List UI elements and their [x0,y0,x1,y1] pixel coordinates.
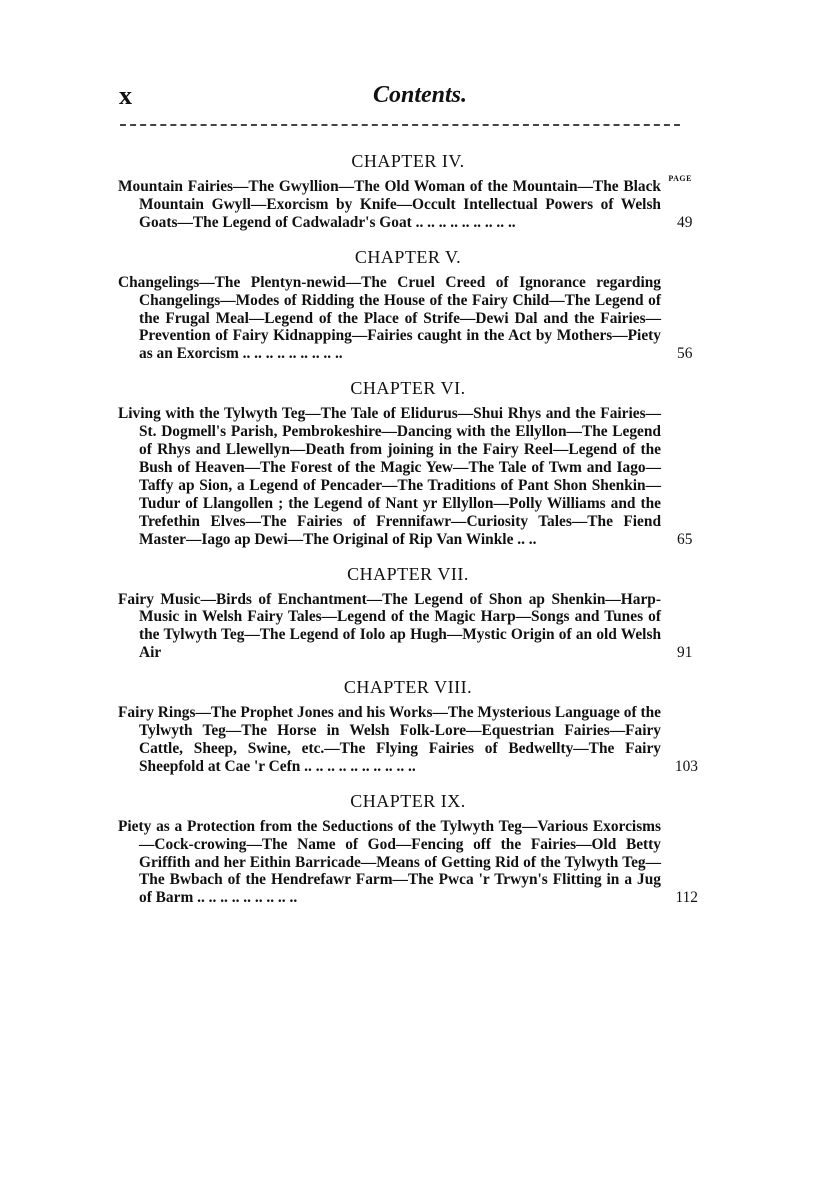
chapter-summary-text: Mountain Fairies—The Gwyllion—The Old Woman of the Mountain—The Black Mountain Gwyll—Exorcism by Knife—Occult Intellectual Powers of Welsh Goats—The Legend of Cadwaladr's Goat .. .. .. .. .. .. .. .. .. [118,178,661,231]
chapter-summary: Living with the Tylwyth Teg—The Tale of Elidurus—Shui Rhys and the Fairies—St. Dogmell's Parish, Pembrokeshire—Dancing with the Ellyllon—The Legend of Rhys and Llewellyn—Death from joining in the Fairy Reel—Legend of the Bush of Heaven—The Forest of the Magic Yew—The Tale of Twm and Iago—Taffy ap Sion, a Legend of Pencader—The Traditions of Pant Shon Shenkin—Tudur of Llangollen ; the Legend of Nant yr Ellyllon—Polly Williams and the Trefethin Elves—The Fairies of Frennifawr—Curiosity Tales—The Fiend Master—Iago ap Dewi—The Original of Rip Van Winkle .. .. 65 [118,405,693,548]
chapter-summary-text: Changelings—The Plentyn-newid—The Cruel Creed of Ignorance regarding Changelings—Modes of Ridding the House of the Fairy Child—The Legend of the Frugal Meal—Legend of the Place of Strife—Dewi Dal and the Fairies—Prevention of Fairy Kidnapping—Fairies caught in the Act by Mothers—Piety as an Exorcism .. .. .. .. .. .. .. .. .. [118,273,661,363]
page-reference: 103 [674,757,698,775]
chapter-entry-vii [118,563,698,663]
chapter-entry-v [118,246,698,364]
chapter-heading: CHAPTER VI. [350,378,466,399]
chapter-summary: Fairy Music—Birds of Enchantment—The Legend of Shon ap Shenkin—Harp-Music in Welsh Fairy Tales—Legend of the Magic Harp—Songs and Tunes of the Tylwyth Teg—The Legend of Iolo ap Hugh—Mystic Origin of an old Welsh Air 91 [118,590,693,662]
chapter-summary: Mountain Fairies—The Gwyllion—The Old Woman of the Mountain—The Black Mountain Gwyll—Exorcism by Knife—Occult Intellectual Powers of Welsh Goats—The Legend of Cadwaladr's Goat .. .. .. .. .. .. .. .. .. 49 [118,178,693,231]
chapter-heading: CHAPTER VIII. [343,677,473,698]
chapter-entry-ix [118,790,698,908]
chapter-heading: CHAPTER V. [354,246,462,267]
chapter-summary-text: Fairy Rings—The Prophet Jones and his Works—The Mysterious Language of the Tylwyth Teg—The Horse in Welsh Folk-Lore—Equestrian Fairies—Fairy Cattle, Sheep, Swine, etc.—The Flying Fairies of Bedwellty—The Fairy Sheepfold at Cae 'r Cefn .. .. .. .. .. .. .. .. .. .. [118,704,661,775]
chapter-heading: CHAPTER IX. [350,790,466,811]
chapter-entry-vi [118,377,698,548]
chapter-summary-text: Fairy Music—Birds of Enchantment—The Legend of Shon ap Shenkin—Harp-Music in Welsh Fairy Tales—Legend of the Magic Harp—Songs and Tunes of the Tylwyth Teg—The Legend of Iolo ap Hugh—Mystic Origin of an old Welsh Air [118,590,661,662]
chapter-heading: CHAPTER IV. [351,151,465,171]
chapter-summary [118,704,698,776]
chapter-entry-iv [118,150,698,232]
chapter-summary: Changelings—The Plentyn-newid—The Cruel Creed of Ignorance regarding Changelings—Modes of Ridding the House of the Fairy Child—The Legend of the Frugal Meal—Legend of the Place of Strife—Dewi Dal and the Fairies—Prevention of Fairy Kidnapping—Fairies caught in the Act by Mothers—Piety as an Exorcism .. .. .. .. .. .. .. .. .. 56 [118,273,693,363]
page-number: x [119,81,132,110]
chapter-entry-viii [118,676,698,776]
header-rule [120,124,680,126]
page-reference: 112 [675,889,698,907]
chapter-summary [118,818,698,908]
chapter-summary-text: Living with the Tylwyth Teg—The Tale of Elidurus—Shui Rhys and the Fairies—St. Dogmell's Parish, Pembrokeshire—Dancing with the Ellyllon—The Legend of Rhys and Llewellyn—Death from joining in the Fairy Reel—Legend of the Bush of Heaven—The Forest of the Magic Yew—The Tale of Twm and Iago—Taffy ap Sion, a Legend of Pencader—The Traditions of Pant Shon Shenkin—Tudur of Llangollen ; the Legend of Nant yr Ellyllon—Polly Williams and the Trefethin Elves—The Fairies of Frennifawr—Curiosity Tales—The Fiend Master—Iago ap Dewi—The Original of Rip Van Winkle .. .. [118,405,661,548]
table-of-contents [118,150,698,921]
chapter-heading: CHAPTER VII. [347,563,469,584]
page-column-label: PAGE [668,174,692,183]
chapter-summary-text: Piety as a Protection from the Seductions of the Tylwyth Teg—Various Exorcisms—Cock-crowing—The Name of God—Fencing off the Fairies—Old Betty Griffith and her Eithin Barricade—Means of Getting Rid of the Tylwyth Teg—The Bwbach of the Hendrefawr Farm—The Pwca 'r Trwyn's Flitting in a Jug of Barm .. .. .. .. .. .. .. .. .. [118,817,661,907]
running-head: Contents. [372,82,468,108]
